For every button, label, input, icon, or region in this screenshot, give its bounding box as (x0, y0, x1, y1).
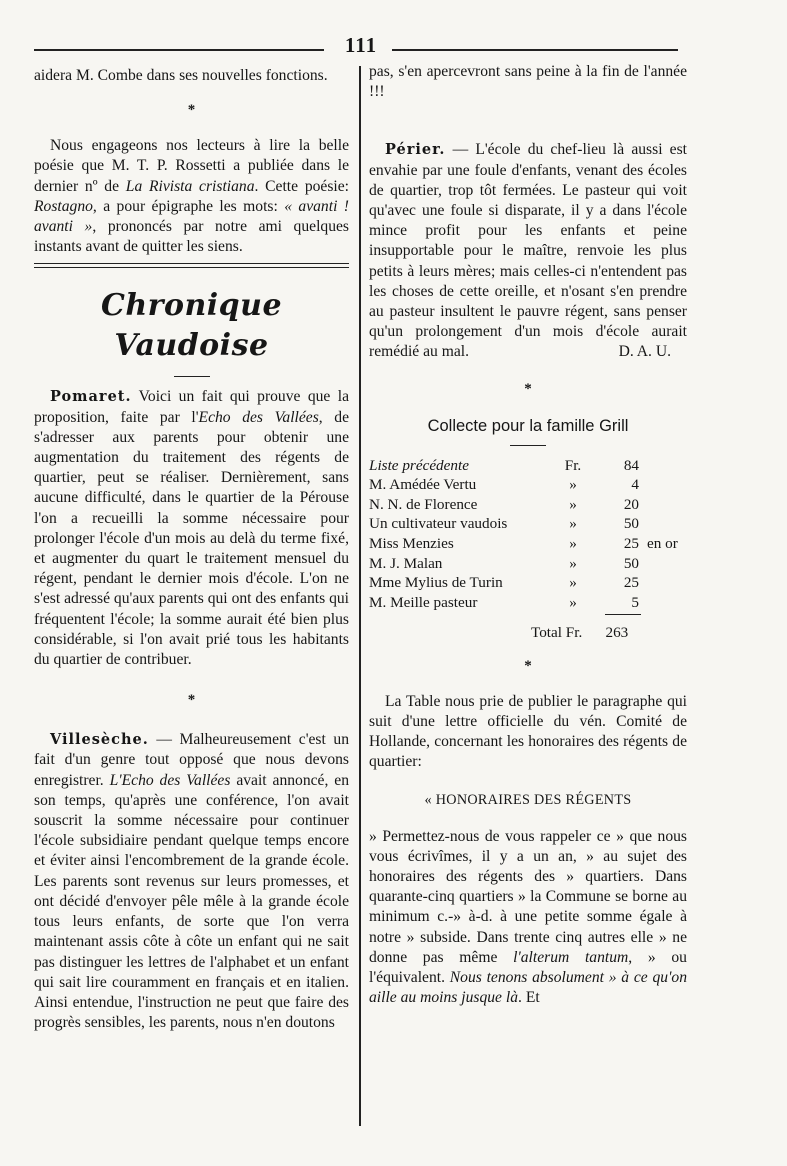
text-span: Voici un fait qui prouve que la proposition, faite par l' (34, 388, 349, 426)
collecte-amount: 84 (623, 456, 639, 474)
total-label: Total Fr. (531, 624, 583, 642)
text-span-italic: « avanti ! avanti » (34, 197, 349, 236)
collecte-currency: » (569, 574, 577, 592)
paragraph-continued: pas, s'en apercevront sans peine à la fin de l'année !!! (369, 63, 687, 101)
collecte-name: Miss Menzies (369, 535, 454, 553)
collecte-name: M. Amédée Vertu (369, 476, 477, 494)
place-name-villeseche: Villesèche. (50, 731, 149, 749)
collecte-currency: » (569, 515, 577, 533)
collecte-row (369, 495, 687, 515)
collecte-amount: 4 (631, 476, 639, 494)
text-span-italic: Nous tenons absolument » à ce qu'on aille au moins jusque là (369, 969, 688, 1007)
collecte-note (643, 573, 687, 593)
place-name-pomaret: Pomaret. (50, 388, 132, 406)
total-amount: 263 (605, 624, 629, 642)
title-dash (510, 445, 546, 446)
collecte-name: Liste précédente (369, 456, 469, 474)
collecte-name: N. N. de Florence (369, 495, 478, 513)
collecte-note: en or (647, 535, 678, 553)
text-span-italic: L'Echo des Vallées (109, 771, 231, 789)
place-name-perier: Périer. (385, 141, 446, 159)
text-span: Nous engageons nos lecteurs à lire la belle poésie que M. T. P. Rossetti a publiée dans le dernier nº de (34, 137, 349, 195)
title-dash (174, 376, 210, 377)
text-span: — Malheureusement c'est un fait d'un genre tout opposé que nous devons enregistrer. (34, 731, 349, 789)
text-span: . Et (518, 989, 540, 1007)
collecte-note (643, 554, 687, 574)
text-span: — L'école du chef-lieu là aussi est envahie par une foule d'enfants, venant des écoles de quartier, trop tôt fermées. Le pasteur qui voit qu'avec une foule si disparate, il y a dans l'école mince profit pour les enfants et peine insupportable pour le maître, renvoie les plus petits à leurs mères; mais celles-ci n'entendent pas les choses de cette oreille, et n'osant s'en prendre au pasteur insultent le pauvre régent, sans penser qu'un prolongement d'un mois d'école aurait remédié au mal. (369, 141, 687, 361)
collecte-currency: » (569, 535, 577, 553)
text-span-italic: La Rivista cristiana (125, 177, 255, 195)
text-span-italic: Rostagno (34, 197, 93, 215)
paragraph-quote (369, 827, 687, 1009)
text-span: avait annoncé, en son temps, qu'après une conférence, l'on avait souscrit la somme nécessaire pour continuer l'école subsidiaire pendant quelque temps encore et éviter ainsi l'encombrement de la grande école. Les parents sont revenus sur leurs promesses, et ont décidé d'envoyer pêle mêle à la grande école tous leurs enfants, de sorte que l'on verra maintenant assis côte à côte un enfant qui ne sait pas distinguer les lettres de l'alphabet et un enfant qui sait lire couramment en français et en italien. Ainsi entendue, l'instruction ne peut que faire des progrès sensibles, les parents, nous n'en doutons (34, 771, 349, 1032)
honoraires-title: « HONORAIRES DES RÉGENTS (424, 792, 632, 809)
column-divider (359, 66, 361, 1126)
total-line (369, 623, 687, 643)
collecte-name: M. J. Malan (369, 554, 443, 572)
text-span: , prononcés par notre ami quelques instants avant de quitter les siens. (34, 218, 349, 256)
text-span-italic: Echo des Vallées (198, 408, 319, 426)
section-star: * (187, 102, 196, 119)
paragraph-villeseche (34, 730, 349, 1033)
text-span: , a pour épigraphe les mots: (92, 197, 285, 215)
section-star: * (524, 657, 532, 674)
text-span: , de s'adresser aux parents pour obtenir une augmentation du traitement des régents de quartier, peut se réaliser. Dernièrement, sans aucune difficulté, dans le quartier de la Pérouse l'on a recueilli la somme nécessaire pour prolonger l'école d'un mois au delà du terme fixé, et augmenter du quart le traitement mensuel du régent, pendant le dernier mois d'école. L'on ne s'est adressé qu'aux parents qui ont des enfants qui fréquentent l'école; la somme aurait été bien plus considérable, si l'on avait prié tous les habitants du quartier de contribuer. (34, 408, 350, 669)
collecte-row (369, 534, 687, 554)
collecte-row (369, 514, 687, 534)
collecte-row (369, 593, 687, 613)
chronique-title: Chronique Vaudoise (100, 288, 283, 364)
collecte-currency: Fr. (564, 456, 582, 474)
collecte-table-body (369, 456, 687, 613)
paragraph-perier (369, 140, 687, 362)
collecte-row (369, 475, 687, 495)
collecte-amount: 20 (623, 495, 639, 513)
section-double-rule (34, 263, 349, 268)
text-span: , » ou l'équivalent. (369, 948, 687, 987)
text-span-italic: l'alterum tantum (513, 948, 629, 966)
collecte-note (643, 593, 687, 613)
paragraph-table: La Table nous prie de publier le paragraphe qui suit d'une lettre officielle du vén. Comité de Hollande, concernant les honoraires des régents de quartier: (369, 692, 687, 771)
collecte-row (369, 554, 687, 574)
sum-rule (605, 614, 641, 615)
collecte-currency: » (569, 476, 577, 494)
collecte-currency: » (569, 593, 577, 611)
left-column (34, 66, 349, 1033)
header-rule-right (392, 49, 678, 51)
collecte-note (643, 495, 687, 515)
collecte-title: Collecte pour la famille Grill (427, 416, 629, 435)
right-column (369, 62, 687, 1008)
paragraph-pomaret (34, 387, 349, 670)
collecte-note (643, 456, 687, 476)
collecte-row (369, 573, 687, 593)
page-number: 111 (344, 33, 378, 57)
collecte-table (369, 456, 687, 613)
collecte-row (369, 456, 687, 476)
collecte-amount: 50 (623, 515, 639, 533)
text-span: . Cette poésie: (254, 177, 349, 195)
collecte-name: Mme Mylius de Turin (369, 574, 503, 592)
collecte-amount: 25 (623, 574, 639, 592)
paragraph-rossetti (34, 136, 349, 257)
collecte-name: M. Meille pasteur (369, 593, 478, 611)
section-star: * (524, 380, 532, 397)
collecte-amount: 25 (623, 535, 639, 553)
collecte-currency: » (569, 495, 577, 513)
paragraph-combe: aidera M. Combe dans ses nouvelles fonctions. (34, 67, 328, 84)
collecte-name: Un cultivateur vaudois (369, 515, 508, 533)
header-rule-left (34, 49, 324, 51)
collecte-amount: 5 (631, 593, 639, 611)
collecte-note (643, 475, 687, 495)
signature: D. A. U. (618, 343, 671, 361)
collecte-amount: 50 (623, 554, 639, 572)
collecte-currency: » (569, 554, 577, 572)
collecte-note (643, 514, 687, 534)
section-star: * (187, 692, 196, 709)
text-span: » Permettez-nous de vous rappeler ce » que nous vous écrivîmes, il y a un an, » au sujet des honoraires des régents des » quartiers. Dans quarante-cinq quartiers » la Commune se borne au minimum c.-» à-d. à une petite somme égale à notre » subside. Dans trente cinq autres elle » ne donne pas même (369, 827, 687, 966)
